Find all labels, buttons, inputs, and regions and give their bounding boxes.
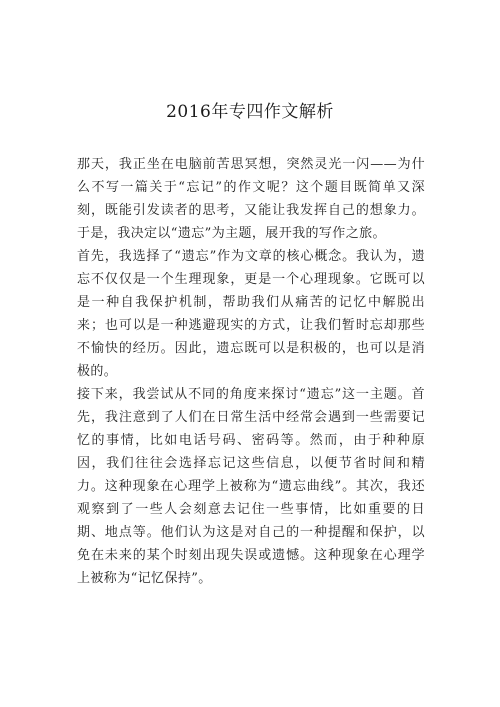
- document-body: [77, 153, 425, 590]
- paragraph-intro: 那天，我正坐在电脑前苦思冥想，突然灵光一闪——为什么不写一篇关于“忘记”的作文呢？这个题目既简单又深刻，既能引发读者的思考，又能让我发挥自己的想象力。于是，我决定以“遗忘”为主题，展开我的写作之旅。: [77, 157, 425, 241]
- paragraph-concept: 首先，我选择了“遗忘”作为文章的核心概念。我认为，遗忘不仅仅是一个生理现象，更是一个心理现象。它既可以是一种自我保护机制，帮助我们从痛苦的记忆中解脱出来；也可以是一种逃避现实的方式，让我们暂时忘却那些不愉快的经历。因此，遗忘既可以是积极的，也可以是消极的。: [77, 249, 425, 379]
- page-title: 2016年专四作文解析: [166, 102, 334, 122]
- paragraph-perspectives: 接下来，我尝试从不同的角度来探讨“遗忘”这一主题。首先，我注意到了人们在日常生活中经常会遇到一些需要记忆的事情，比如电话号码、密码等。然而，由于种种原因，我们往往会选择忘记这些信息，以便节省时间和精力。这种现象在心理学上被称为“遗忘曲线”。其次，我还观察到了一些人会刻意去记住一些事情，比如重要的日期、地点等。他们认为这是对自己的一种提醒和保护，以免在未来的某个时刻出现失误或遗憾。这种现象在心理学上被称为“记忆保持”。: [77, 387, 425, 586]
